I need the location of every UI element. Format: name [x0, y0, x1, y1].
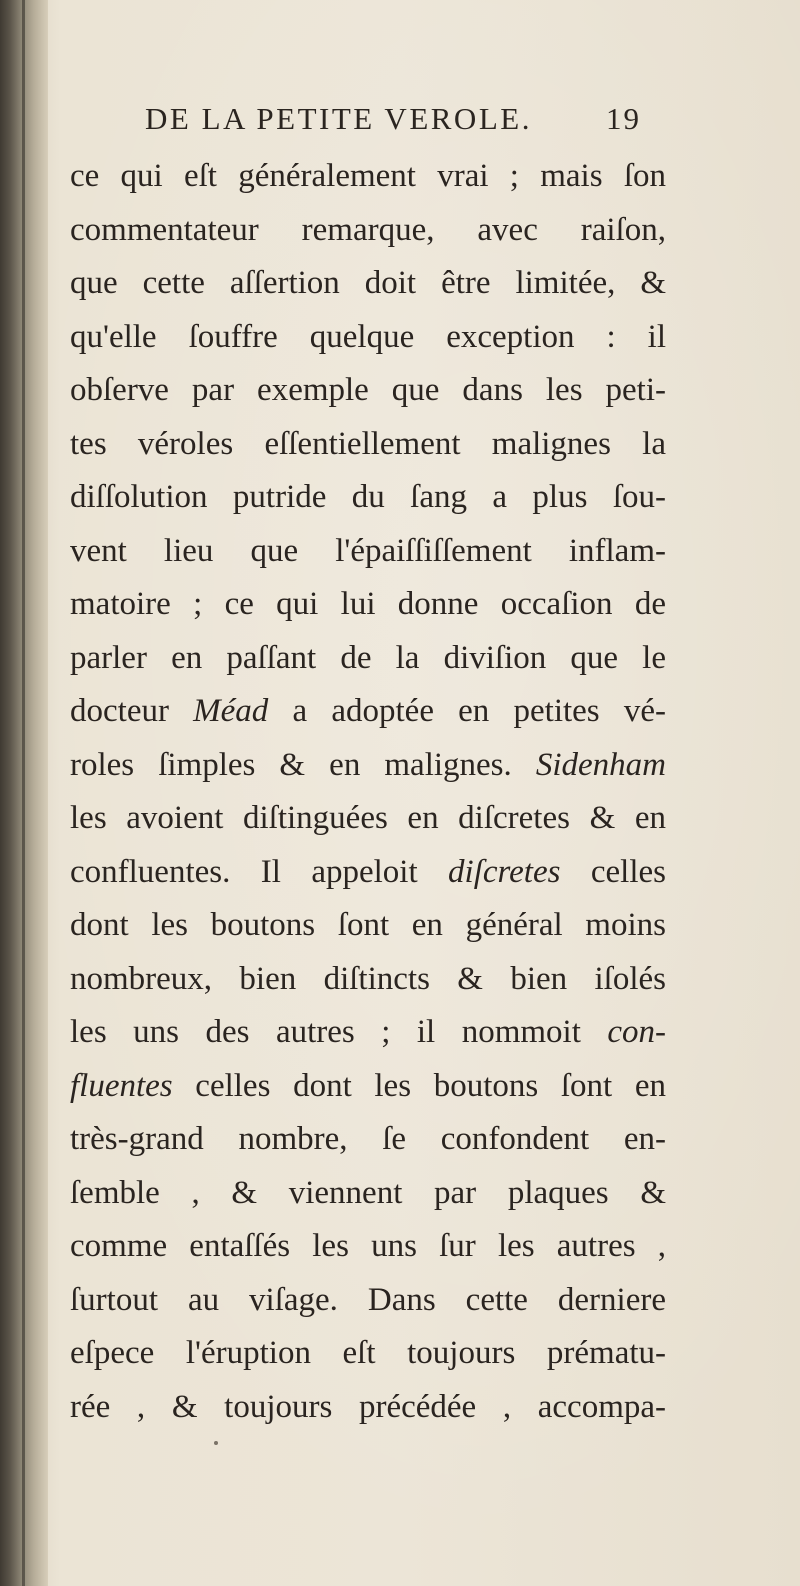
text-line: nombreux, bien diſtincts & bien iſolés [70, 960, 666, 997]
text-line: eſpece l'éruption eſt toujours prématu- [70, 1335, 666, 1371]
text-line: ce qui eſt généralement vrai ; mais ſon [70, 158, 666, 194]
text-line: les avoient diſtinguées en diſcretes & en [70, 800, 666, 836]
italic-term: diſcretes [448, 853, 561, 890]
italic-term: Sidenham [535, 746, 666, 783]
italic-term: con- [607, 1014, 666, 1050]
body-text [70, 150, 666, 1434]
text-line: commentateur remarque, avec raiſon, [70, 211, 666, 248]
text-line: que cette aſſertion doit être limitée, & [70, 265, 666, 301]
italic-term: Méad [193, 693, 269, 729]
text-line: obſerve par exemple que dans les peti- [70, 372, 666, 408]
page-number: 19 [606, 101, 641, 136]
text-line: confluentes. Il appeloit diſcretes celles [70, 853, 666, 890]
text-line: parler en paſſant de la diviſion que le [70, 639, 666, 676]
text-line: très-grand nombre, ſe confondent en- [70, 1121, 666, 1157]
text-line: tes véroles eſſentiellement malignes la [70, 425, 666, 462]
text-line: ſemble , & viennent par plaques & [70, 1174, 666, 1211]
binding-edge [22, 0, 25, 1586]
text-line: qu'elle ſouffre quelque exception : il [70, 318, 666, 355]
text-line: diſſolution putride du ſang a plus ſou- [70, 479, 666, 515]
running-head: DE LA PETITE VEROLE. [145, 101, 532, 136]
text-line: matoire ; ce qui lui donne occaſion de [70, 586, 666, 622]
text-line: vent lieu que l'épaiſſiſſement inflam- [70, 532, 666, 569]
text-line: dont les boutons ſont en général moins [70, 907, 666, 943]
text-line: fluentes celles dont les boutons ſont en [70, 1067, 666, 1104]
page-header [0, 95, 800, 145]
text-line: ſurtout au viſage. Dans cette derniere [70, 1281, 666, 1318]
text-line: roles ſimples & en malignes. Sidenham [70, 746, 666, 783]
italic-term: fluentes [70, 1067, 173, 1104]
paper-speck [214, 1441, 218, 1445]
text-line: comme entaſſés les uns ſur les autres , [70, 1228, 666, 1264]
text-line: rée , & toujours précédée , accompa- [70, 1388, 666, 1425]
text-line: les uns des autres ; il nommoit con- [70, 1014, 666, 1050]
text-line: docteur Méad a adoptée en petites vé- [70, 693, 666, 729]
